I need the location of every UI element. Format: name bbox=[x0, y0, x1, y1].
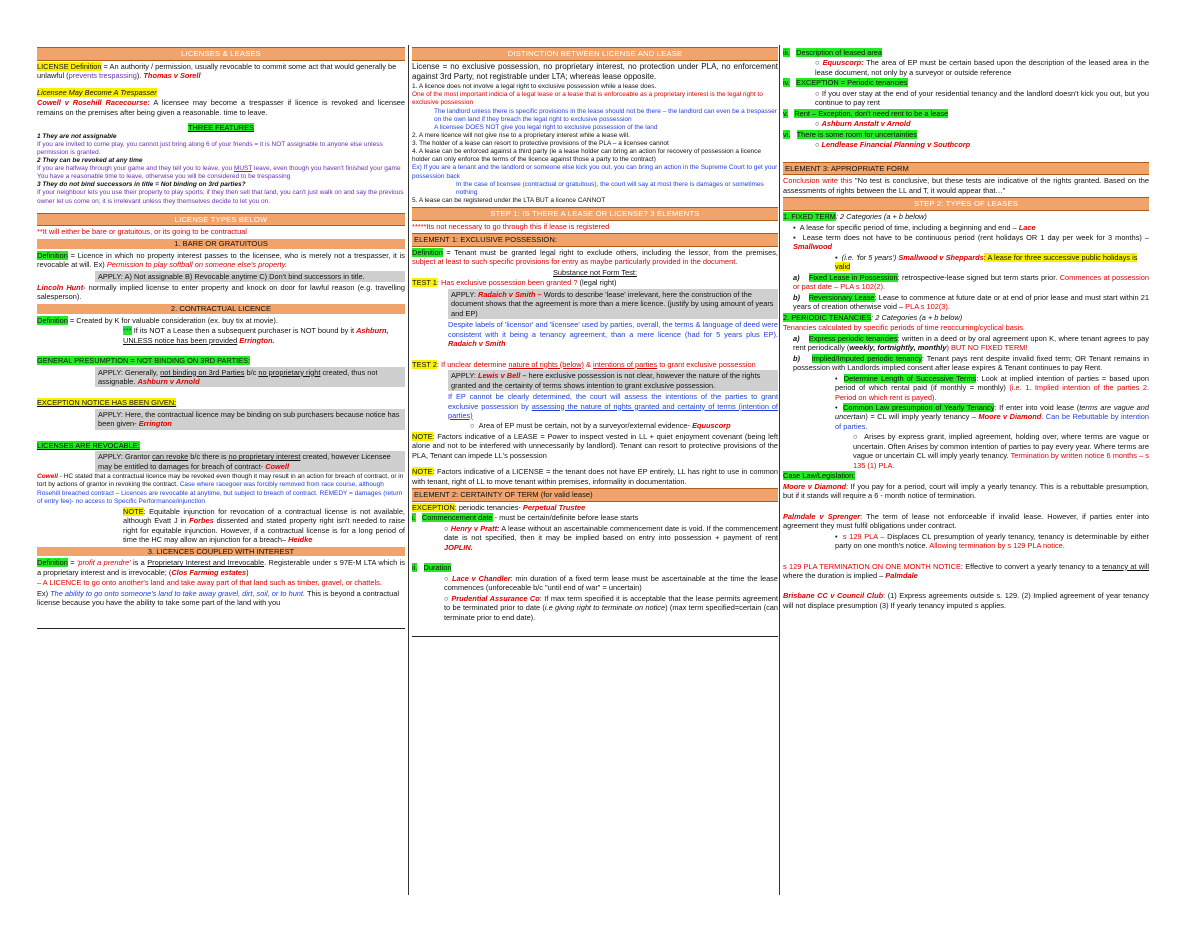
coupled-red-note: – A LICENCE to go onto another's land and take away part of that land such as timber, gravel, or chattels. bbox=[37, 578, 382, 588]
rent-item: v. Rent – Exception, don't need rent to be a lease bbox=[783, 108, 949, 118]
moore-v-diamond: Moore v Diamond: If you pay for a period, court will imply a yearly tenancy. This is a rebuttable presumption, but if it stands will require a 6 - month notice of termination. bbox=[783, 481, 1149, 501]
contractual-heading: 2. CONTRACTUAL LICENCE bbox=[37, 304, 405, 314]
three-features-heading: THREE FEATURES bbox=[188, 123, 254, 133]
revocable-apply: APPLY: Grantor can revoke b/c there is no proprietary interest created, however Licensee may be entitled to damages for breach of contract- Cowell bbox=[95, 451, 405, 472]
contractual-definition: Definition = Created by K for valuable consideration (ex. buy tix at movie). bbox=[37, 315, 278, 325]
distinction-list: 1. A licence does not involve a legal right to exclusive possession while a lease does. One of the most important indicia of a legal lease or a lease that is enforceable as a proprietary interest is the legal right to exclusive possession The landlord unless there is specific provisions in the lease should not be there – the landlord can even be a trespasser on the own land if they breach the legal right to exclusive possession A licensee DOES NOT give you legal right to exclusive possession of the land 2. A mere licence will not give rise to a proprietary interest while a lease will. 3. The holder of a lease can resort to protective provisions of the PLA – a licensee cannot 4. A lease can be enforced against a third party (ie a lease holder can bring an action for recovery of possession a licence holder can only enforce the terms of the licence against those a party to the contract) Ex) If you are a tenant and the landlord or someone else kick you out, you can bring an action in the Supreme Court to get your possession back In the case of licensee (contractual or gratuitous), the court will say at most there is damages or sometimes nothing 5. A lease can be registered under the LTA BUT a licence CANNOT bbox=[412, 83, 778, 204]
column-licenses bbox=[37, 45, 405, 629]
test1-apply: APPLY: Radaich v Smith – Words to describe 'lease' irrelevant, here the construction of the document shows that the agreement is more than a mere licence. (justify by using amount of years and EP) bbox=[448, 289, 778, 319]
s129-bullet: • s 129 PLA – Displaces CL presumption of yearly tenancy, tenancy is determinable by either party on one month's notice. Allowing termination by s 129 PLA notice. bbox=[835, 531, 1150, 551]
lace-v-chandler: ○ Lace v Chandler: min duration of a fixed term lease must be ascertainable at the time the lease commences (unforeceable b/c "until end of war" = uncertain) bbox=[444, 573, 778, 593]
duration-item: ii. Duration bbox=[412, 563, 452, 573]
test2: TEST 2: If unclear determine nature of rights (below) & intentions of parties to grant exclusive possession bbox=[412, 359, 756, 369]
substance-heading: Substance not Form Test: bbox=[552, 267, 638, 277]
reversionary-lease: b) Reversionary Lease: Lease to commence at future date or at end of prior lease and must start within 21 years of creation otherwise void – PLA s 102(3). bbox=[793, 292, 1149, 312]
section-header-distinction: DISTINCTION BETWEEN LICENSE AND LEASE bbox=[412, 47, 778, 61]
henry-v-pratt: ○ Henry v Pratt: A lease without an ascertainable commencement date is void. If the commencement date is not specified, then it may be implied based on entry into possession + payment of rent JOPLIN. bbox=[444, 523, 778, 552]
revocable-heading: LICENSES ARE REVOCABLE: bbox=[37, 440, 140, 450]
lease-factors-note: NOTE: Factors indicative of a LEASE = Power to inspect vested in LL + quiet enjoyment covenant (being left alone and not to be interfered with unnecessarily by landlord). Tenant can resort to protective provisions of the PLA, Tenant can impede LL's possession bbox=[412, 431, 778, 460]
section-header-step2: STEP 2: TYPES OF LEASES bbox=[783, 197, 1149, 211]
general-presumption-heading: GENERAL PRESUMPTION = NOT BINDING ON 3RD PARTIES: bbox=[37, 356, 251, 366]
element1-heading: ELEMENT 1: EXCLUSIVE POSSESSION: bbox=[412, 233, 778, 247]
distinction-intro: License = no exclusive possession, no proprietary interest, no protection under PLA, no enforcement against 3rd Party, not registrable under LTA; whereas lease opposite. bbox=[412, 61, 778, 81]
yearly-tenancy-presumption: • Common Law presumption of Yearly Tenancy: If enter into void lease (terms are vague and uncertain) = CL will imply yearly tenancy – Moore v Diamond. Can be Rebuttable by intention of parties. bbox=[835, 402, 1149, 431]
bare-apply: APPLY: A) Not assignable B) Revocable anytime C) Don't bind successors in title. bbox=[95, 271, 405, 282]
trespasser-title: Licensee May Become A Trespasser bbox=[37, 87, 157, 97]
palmdale-v-sprenger: Palmdale v Sprenger: The term of lease not enforceable if invalid lease. However, if parties enter into agreement they must fulfil obligations under contract. bbox=[783, 511, 1149, 531]
cowell-paragraph: Cowell v Rosehill Racecourse: A licensee may become a trespasser if licence is revoked and licensee remains on the premises after being given a reasonable. time to leave. bbox=[37, 98, 405, 117]
express-periodic: a) Express periodic tenancies: written in a deed or by oral agreement upon K, where tenant agrees to pay rent periodically (weekly, fortnightly, monthly) BUT NO FIXED TERM! bbox=[793, 333, 1149, 353]
column-divider bbox=[779, 45, 780, 895]
brisbane-cc: Brisbane CC v Council Club: (1) Express agreements outside s. 129. (2) Implied agreement of year tenancy will not displace presumption (3) If yearly tenancy imputed s applies. bbox=[783, 591, 1149, 610]
fixed-term-bullet: ▪ A lease for specific period of time, including a beginning and end – Lace bbox=[793, 222, 1036, 232]
step1-note: *****Its not necessary to go through this if lease is registered bbox=[412, 221, 610, 231]
element3-heading: ELEMENT 3: APPROPRIATE FORM bbox=[783, 162, 1149, 176]
bare-heading: 1. BARE OR GRATUITOUS bbox=[37, 239, 405, 249]
uncertainties-item: vi. There is some room for uncertainties bbox=[783, 129, 917, 139]
fixed-term-heading: 1. FIXED TERM: 2 Categories (a + b below) bbox=[783, 212, 927, 222]
conclusion: Conclusion write this "No test is conclusive, but these tests are indicative of the rights granted. Based on the assessments of rights between the LL and T, it would appear that…" bbox=[783, 176, 1149, 195]
element2-heading: ELEMENT 2: CERTAINTY OF TERM (for valid lease) bbox=[412, 488, 778, 502]
test1: TEST 1: Has exclusive possession been granted ? (legal right) bbox=[412, 278, 617, 288]
s129-termination: s 129 PLA TERMINATION ON ONE MONTH NOTICE: Effective to convert a yearly tenancy to a tenancy at will where the duration is implied – Palmdale bbox=[783, 561, 1150, 580]
periodic-exception-item: iv. EXCEPTION = Periodic tenancies bbox=[783, 78, 908, 88]
column-end-rule bbox=[37, 628, 405, 629]
column-end-rule bbox=[412, 636, 778, 637]
coupled-heading: 3. LICENCES COUPLED WITH INTEREST bbox=[37, 547, 405, 557]
coupled-example: Ex) The ability to go onto someone's land to take away gravel, dirt, soil, or to hunt. This is beyond a contractual license because you have the ability to take some part of the land with you bbox=[37, 588, 399, 608]
exception-notice-apply: APPLY: Here, the contractual licence may be binding on sub purchasers because notice has been given- Errington bbox=[95, 409, 405, 430]
column-types-of-leases bbox=[783, 47, 1149, 611]
periodic-exception-note: ○ If you over stay at the end of your residential tenancy and the landlord doesn't kick you out, but you continue to pay rent bbox=[815, 88, 1149, 108]
element1-definition: Definition = Tenant must be granted legal right to exclude others, including the lessor, from the premises, subject at least to such specific provisions for entry as maybe particularly provided in the document. bbox=[412, 247, 778, 267]
equuscorp-note: ○ Equuscorp: The area of EP must be certain based upon the description of the leased area in the lease document, not only by a surveyor or outside reference bbox=[815, 58, 1149, 77]
types-note: **It will either be bare or gratuitous, or its going to be contractual bbox=[37, 227, 247, 237]
exception-notice-heading: EXCEPTION NOTICE HAS BEEN GIVEN: bbox=[37, 398, 177, 408]
element2-exception: EXCEPTION: periodic tenancies- Perpetual Trustee bbox=[412, 503, 586, 512]
column-divider bbox=[408, 45, 409, 895]
uncertainties-case: ○ Lendlease Financial Planning v Southcorp bbox=[815, 140, 971, 150]
prudential-assurance: ○ Prudential Assurance Co: If max term specified it is acceptable that the lease permits agreement to be terminated prior to date (i.e giving right to terminate on notice) (max term specified=certain (can terminate prior to end date). bbox=[444, 593, 778, 622]
general-presumption-apply: APPLY: Generally, not binding on 3rd Parties b/c no proprietary right created, thus not assignable. Ashburn v Arnold bbox=[95, 367, 405, 388]
area-item: iii. Description of leased area bbox=[783, 48, 883, 57]
features-list: 1 They are not assignable If you are invited to come play, you cannot just bring along 6 of your friends = it is NOT assignable to anyone else unless permission is granted. 2 They can be revoked at any time If you are halfway through your game and they tell you to leave, you MUST leave, even though you haven't finished your game You have a reasonable time to leave, otherwise you will be considered to be trespassing 3 They do not bind successors in title = Not binding on 3rd parties? If your neighbour lets you use their property to play sports; if they then sell that land, you can't just walk on and say the previous owner let us come on; it is irrelevant unless they themselves decide to let you on. bbox=[37, 132, 404, 205]
smallwood-note: ▪ (i.e. 'for 5 years') Smallwood v Sheppards: A lease for three successive public holidays is valid bbox=[835, 252, 1138, 272]
rent-case: ○ Ashburn Anstalt v Arnold bbox=[815, 119, 911, 129]
license-definition: LICENSE Definition = An authority / permission, usually revocable to commit some act that would generally be unlawful (prevents trespassing). Thomas v Sorell bbox=[37, 61, 397, 81]
bare-definition: Definition = Licence in which no property interest passes to the licensee, who is merely not a trespasser, it is revocable at will. Ex) Permission to play softball on someone else's property. bbox=[37, 250, 405, 270]
test2-sub: ○ Area of EP must be certain, not by a surveyor/external evidence- Equuscorp bbox=[470, 421, 731, 431]
test2-note: If EP cannot be clearly determined, the court will assess the intentions of the parties to grant exclusive possession by assessing the nature of rights granted and certainty of terms (intention of parties) bbox=[448, 392, 778, 420]
fixed-lease-in-possession: a) Fixed Lease in Possession: retrospective-lease signed but term starts prior. Commences at possession or past date – PLA s 102(2). bbox=[793, 272, 1149, 292]
equitable-injunction-note: NOTE: Equitable injunction for revocation of a contractual license is not available, although Evatt J in Forbes dissented and stated property right isn't needed to raise right for equitable injunction. However, if a contractual license is for a long period of time the HC may allow an injunction for a breach– Heidke bbox=[123, 506, 405, 545]
license-factors-note: NOTE: Factors indicative of a LICENSE = the tenant does not have EP entirely, LL has right to use in common with tenant, right of LL to move tenant within premises, informality in documentation. bbox=[412, 467, 778, 486]
case-law-heading: Case Law/Legislation: bbox=[783, 471, 856, 481]
implied-periodic: b) Implied/Imputed periodic tenancy: Tenant pays rent despite invalid fixed term; OR Tenant remains in possession with Landlords implied consent after lease expires & Tenant continues to pay Rent. bbox=[793, 353, 1149, 373]
periodic-tenancies-note: Tenancies calculated by specific periods of time reoccurring/cyclical basis. bbox=[783, 323, 1025, 333]
yearly-tenancy-sub: ○ Arises by express grant, implied agreement, holding over, where terms are vague or uncertain. Often Arises by common intention of parties to pay every year. Where terms are vague or uncertain CL will imply yearly tenancy. Termination by written notice 6 months – s 135 (1) PLA. bbox=[853, 432, 1149, 470]
section-header-step1: STEP 1: IS THERE A LEASE OR LICENSE? 3 ELEMENTS bbox=[412, 207, 778, 221]
successive-terms: • Determine Length of Successive Terms: Look at implied intention of parties = based upon period of which rental paid (if monthly = monthly) (i.e. 1. Implied intention of the parties 2. Period on which rent is payed). bbox=[835, 373, 1149, 402]
coupled-definition: Definition = 'profit a prendre' is a Proprietary Interest and Irrevocable. Registerable under s 97E-M LTA which is a proprietary interest and is irrevocable; (Clos Farming estates) bbox=[37, 558, 406, 577]
fixed-term-bullet: ▪ Lease term does not have to be continuous period (rent holidays OR 1 day per week for 3 months) – Smallwood bbox=[793, 233, 1149, 252]
periodic-tenancies-heading: 2. PERIODIC TENANCIES: 2 Categories (a + b below) bbox=[783, 312, 963, 322]
commencement-item: i. Commencement date - must be certain/definite before lease starts bbox=[412, 513, 639, 523]
test1-note: Despite labels of 'licensor' and 'licensee' used by parties, overall, the terms & language of deed were consistent with it being a tenancy agreement, than a mere licence (had for 5 years plus EP). Radaich v Smith bbox=[448, 320, 778, 349]
section-header-license-types: LICENSE TYPES BELOW bbox=[37, 213, 405, 227]
contractual-star-note: *** If its NOT a Lease then a subsequent purchaser is NOT bound by it Ashburn, UNLESS notice has been provided Errington. bbox=[123, 326, 389, 345]
column-distinction bbox=[412, 45, 778, 637]
lincoln-paragraph: Lincoln Hunt- normally implied license to enter property and knock on door for lawful reason (e.g. travelling salesperson). bbox=[37, 282, 405, 302]
cowell-revocation-note: Cowell - HC stated that a contractual licence may be revoked even though it may result in an action for breach of contract, or in tort by actions of grantor in revoking the contract. Case where racegoer was forcibly removed from race course, although Rosehill breached contract – Licences are revocable at anytime, but subject to breach of contract. REMEDY = damages (return of entry fee)- no access to Specific Performance/injunction bbox=[37, 473, 404, 505]
test2-apply: APPLY: Lewis v Bell – here exclusive possession is not clear, however the nature of the rights granted and the certainty of terms shows intention to grant exclusive possession. bbox=[448, 370, 778, 391]
section-header-licenses-leases: LICENSES & LEASES bbox=[37, 47, 405, 61]
